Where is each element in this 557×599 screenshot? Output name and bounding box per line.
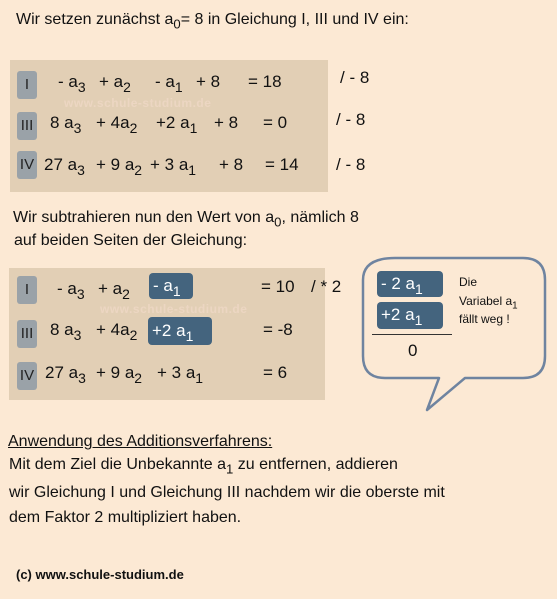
block2-row-iv-rhs: = 6 <box>263 363 288 382</box>
block1-row-iv-term1: 27 $a_3$ <box>44 155 85 178</box>
block2-row-i-rhs: = 10 <box>261 277 295 296</box>
method-heading: Anwendung des Additionsverfahrens: <box>8 433 273 450</box>
method-text-line1: Mit dem Ziel die Unbekannte $a_1$ zu entfernen, addieren <box>9 456 398 477</box>
block2-row-i-operation: / * 2 <box>311 277 342 296</box>
bubble-result: 0 <box>408 341 418 360</box>
bubble-term-plus-2a1: +2 $a_1$ <box>377 302 443 329</box>
block1-row-iii-term2: + $4a_2$ <box>96 113 138 136</box>
subtract-text-line2: auf beiden Seiten der Gleichung: <box>14 232 248 249</box>
block1-row-iv-rhs: = 14 <box>265 155 299 174</box>
block1-row-i-rhs: = 18 <box>248 72 282 91</box>
subtract-text-line1: Wir subtrahieren nun den Wert von $a_0$, nämlich 8 <box>13 209 359 230</box>
method-text-line2: wir Gleichung I und Gleichung III nachdem wir die oberste mit <box>9 484 445 501</box>
block1-row-i-term3: - $a_1$ <box>155 72 183 95</box>
bubble-term-minus-2a1: - 2 $a_1$ <box>377 271 443 297</box>
block1-row-iii-term3: +2 $a_1$ <box>156 113 198 136</box>
block2-row-iii-term2: + $4a_2$ <box>96 320 138 343</box>
bubble-sum-line <box>372 334 452 335</box>
block2-row-iv-term1: 27 $a_3$ <box>45 363 86 386</box>
block2-row-iii-rhs: = -8 <box>263 320 293 339</box>
block1-row-iv-term4: + 8 <box>219 155 244 174</box>
watermark: www.schule-studium.de <box>100 302 248 316</box>
bubble-note-line3: fällt weg ! <box>459 312 510 326</box>
block2-row-i-term1: - $a_3$ <box>57 279 85 302</box>
row-label-iii: III <box>17 320 37 348</box>
block2-row-iv-term2: + 9 $a_2$ <box>96 363 143 386</box>
watermark: www.schule-studium.de <box>64 96 212 110</box>
block1-row-iii-operation: / - 8 <box>336 110 366 129</box>
bubble-note-line2: Variabel $a_1$ <box>459 294 518 312</box>
intro-text: Wir setzen zunächst $a_0= 8$ in Gleichung I, III und IV ein: <box>16 11 409 32</box>
highlighted-term-plus-2a1: +2 $a_1$ <box>148 317 212 345</box>
row-label-iv: IV <box>17 151 37 179</box>
block1-row-i-operation: / - 8 <box>340 68 370 87</box>
block1-row-iii-term4: + 8 <box>214 113 239 132</box>
highlighted-term-minus-a1: - $a_1$ <box>149 273 193 299</box>
block1-row-i-term1: - $a_3$ <box>58 72 86 95</box>
block1-row-i-term2: + $a_2$ <box>99 72 131 95</box>
row-label-iii: III <box>17 112 37 140</box>
block1-row-iii-rhs: = 0 <box>263 113 288 132</box>
block2-row-iv-term3: + 3 $a_1$ <box>157 363 204 386</box>
block1-row-iii-term1: 8 $a_3$ <box>50 113 82 136</box>
row-label-i: I <box>17 276 37 304</box>
method-text-line3: dem Faktor 2 multipliziert haben. <box>9 509 242 526</box>
bubble-note-line1: Die <box>459 275 478 289</box>
block1-row-iv-term2: + 9 $a_2$ <box>96 155 143 178</box>
block2-row-i-term2: + $a_2$ <box>98 279 130 302</box>
row-label-iv: IV <box>17 362 37 390</box>
block1-row-iv-operation: / - 8 <box>336 155 366 174</box>
block1-row-i-term4: + 8 <box>196 72 221 91</box>
block1-row-iv-term3: + 3 $a_1$ <box>150 155 197 178</box>
block2-row-iii-term1: 8 $a_3$ <box>50 320 82 343</box>
row-label-i: I <box>17 71 37 99</box>
copyright-footer: (c) www.schule-studium.de <box>16 567 184 582</box>
